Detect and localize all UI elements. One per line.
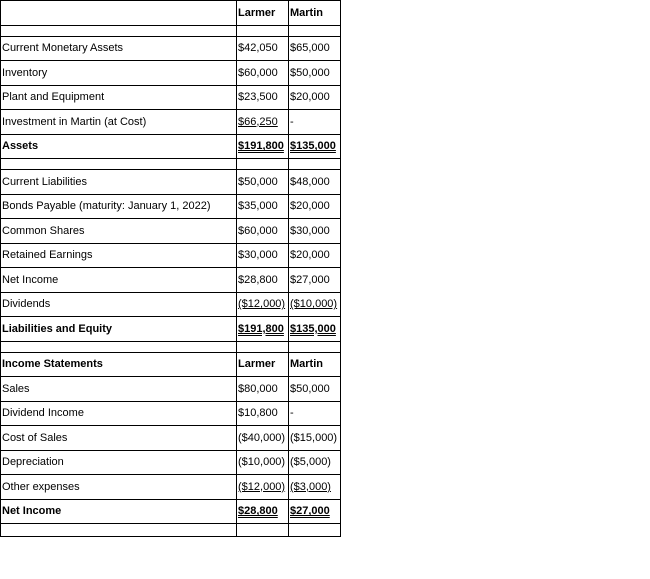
larmer-value: $66,250 bbox=[237, 110, 289, 135]
row-label: Dividends bbox=[1, 292, 237, 317]
larmer-value: $60,000 bbox=[237, 61, 289, 86]
martin-value: $50,000 bbox=[289, 377, 341, 402]
larmer-value: ($12,000) bbox=[237, 475, 289, 500]
spacer-row bbox=[1, 524, 341, 537]
table-row bbox=[1, 110, 341, 135]
income-header-row bbox=[1, 352, 341, 377]
header-label-cell bbox=[1, 1, 237, 26]
martin-value: - bbox=[289, 401, 341, 426]
martin-value: $65,000 bbox=[289, 36, 341, 61]
larmer-total: $28,800 bbox=[237, 499, 289, 524]
table-row bbox=[1, 292, 341, 317]
row-label: Liabilities and Equity bbox=[1, 317, 237, 342]
martin-value: $27,000 bbox=[289, 268, 341, 293]
row-label: Cost of Sales bbox=[1, 426, 237, 451]
martin-value: ($5,000) bbox=[289, 450, 341, 475]
income-header-larmer: Larmer bbox=[237, 352, 289, 377]
row-label: Sales bbox=[1, 377, 237, 402]
header-row bbox=[1, 1, 341, 26]
martin-value: ($15,000) bbox=[289, 426, 341, 451]
row-label: Net Income bbox=[1, 268, 237, 293]
larmer-value: ($40,000) bbox=[237, 426, 289, 451]
table-row bbox=[1, 450, 341, 475]
table-row bbox=[1, 268, 341, 293]
larmer-value: $23,500 bbox=[237, 85, 289, 110]
larmer-value: $50,000 bbox=[237, 170, 289, 195]
row-label: Retained Earnings bbox=[1, 243, 237, 268]
table-row bbox=[1, 194, 341, 219]
table-row bbox=[1, 219, 341, 244]
martin-value: ($10,000) bbox=[289, 292, 341, 317]
martin-total: $135,000 bbox=[289, 317, 341, 342]
martin-value: $20,000 bbox=[289, 85, 341, 110]
row-label: Net Income bbox=[1, 499, 237, 524]
assets-total-row bbox=[1, 134, 341, 159]
liabilities-total-row bbox=[1, 317, 341, 342]
table-row bbox=[1, 426, 341, 451]
larmer-value: ($12,000) bbox=[237, 292, 289, 317]
larmer-total: $191,800 bbox=[237, 134, 289, 159]
row-label: Bonds Payable (maturity: January 1, 2022) bbox=[1, 194, 237, 219]
row-label: Assets bbox=[1, 134, 237, 159]
spacer-row bbox=[1, 25, 341, 36]
larmer-value: $10,800 bbox=[237, 401, 289, 426]
row-label: Plant and Equipment bbox=[1, 85, 237, 110]
row-label: Dividend Income bbox=[1, 401, 237, 426]
header-larmer: Larmer bbox=[237, 1, 289, 26]
row-label: Current Liabilities bbox=[1, 170, 237, 195]
income-total-row bbox=[1, 499, 341, 524]
martin-value: ($3,000) bbox=[289, 475, 341, 500]
martin-value: $30,000 bbox=[289, 219, 341, 244]
martin-total: $135,000 bbox=[289, 134, 341, 159]
row-label: Investment in Martin (at Cost) bbox=[1, 110, 237, 135]
row-label: Inventory bbox=[1, 61, 237, 86]
spacer-row bbox=[1, 341, 341, 352]
table-row bbox=[1, 170, 341, 195]
larmer-total: $191,800 bbox=[237, 317, 289, 342]
martin-value: $20,000 bbox=[289, 243, 341, 268]
table-row bbox=[1, 401, 341, 426]
table-row bbox=[1, 243, 341, 268]
header-martin: Martin bbox=[289, 1, 341, 26]
table-row bbox=[1, 61, 341, 86]
larmer-value: ($10,000) bbox=[237, 450, 289, 475]
row-label: Other expenses bbox=[1, 475, 237, 500]
financial-statement-table bbox=[0, 0, 341, 537]
martin-value: - bbox=[289, 110, 341, 135]
table-row bbox=[1, 85, 341, 110]
larmer-value: $28,800 bbox=[237, 268, 289, 293]
table-row bbox=[1, 36, 341, 61]
spacer-row bbox=[1, 159, 341, 170]
row-label: Depreciation bbox=[1, 450, 237, 475]
row-label: Common Shares bbox=[1, 219, 237, 244]
income-header-martin: Martin bbox=[289, 352, 341, 377]
martin-value: $48,000 bbox=[289, 170, 341, 195]
larmer-value: $35,000 bbox=[237, 194, 289, 219]
martin-value: $20,000 bbox=[289, 194, 341, 219]
larmer-value: $80,000 bbox=[237, 377, 289, 402]
table-row bbox=[1, 377, 341, 402]
row-label: Current Monetary Assets bbox=[1, 36, 237, 61]
larmer-value: $60,000 bbox=[237, 219, 289, 244]
martin-value: $50,000 bbox=[289, 61, 341, 86]
table-row bbox=[1, 475, 341, 500]
larmer-value: $42,050 bbox=[237, 36, 289, 61]
larmer-value: $30,000 bbox=[237, 243, 289, 268]
martin-total: $27,000 bbox=[289, 499, 341, 524]
income-header-label: Income Statements bbox=[1, 352, 237, 377]
